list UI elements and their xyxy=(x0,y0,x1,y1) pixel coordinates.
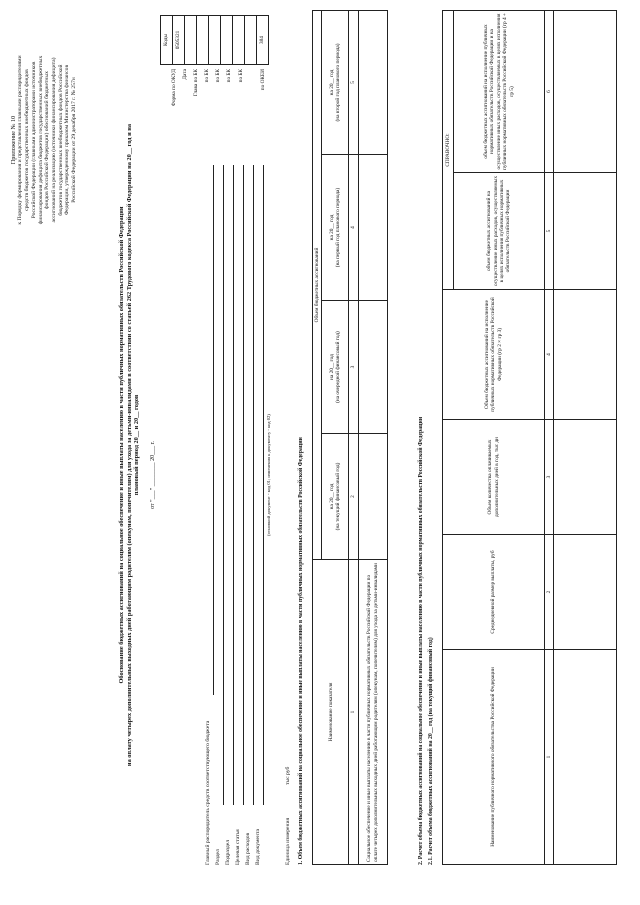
section2-title: 2. Расчет объема бюджетных ассигнований на социальное обеспечение и иные выплаты населению в части публичных нормативных обязательств Российской Федерации xyxy=(418,416,424,865)
okud-value: 0505321 xyxy=(173,16,185,65)
code-label: по БК xyxy=(215,69,222,83)
s2-num-5: 5 xyxy=(545,173,554,290)
appendix-lines xyxy=(17,15,77,265)
s2-num-1: 1 xyxy=(545,650,554,865)
s1-num-3: 3 xyxy=(349,301,358,434)
s1-year4: на 20__ год (на второй год планового периода) xyxy=(322,11,349,155)
appendix-block xyxy=(10,15,78,265)
s2-col-4: Объем бюджетных ассигнований на исполнение публичных нормативных обязательств Российской Федерации (гр 2 × гр 3) xyxy=(443,290,545,420)
info-field-label: Целевая статья xyxy=(235,829,241,865)
s2-num-3: 3 xyxy=(545,420,554,535)
info-field-label: Раздел xyxy=(215,849,221,865)
s1-num-4: 4 xyxy=(349,154,358,300)
appendix-line: бюджетов государственных внебюджетных фондов Российской xyxy=(57,64,64,216)
doc-type-note: (основной документ - код 01; изменения к документу - код 02) xyxy=(266,414,271,536)
s2-num-2: 2 xyxy=(545,535,554,650)
s2-col-3: Объем количества оплачиваемых дополнительных дней в год, тыс дн xyxy=(443,420,545,535)
code-label: по БК xyxy=(204,69,211,83)
appendix-line: Федерации, утвержденному приказом Министерства финансов xyxy=(64,64,71,216)
codes-table xyxy=(160,15,269,65)
form-date: от "___" ________ 20___ г. xyxy=(150,441,156,509)
form-title-line1: Обоснование бюджетных ассигнований на социальное обеспечение и иные выплаты населению в части публичных нормативных обязательств Российской Федерации xyxy=(118,206,125,684)
appendix-title: Приложение № 10 xyxy=(10,115,17,165)
s1-year1: на 20__ год (на текущий финансовый год) xyxy=(322,433,349,559)
code-label: Глава по БК xyxy=(193,69,200,97)
s2-num-4: 4 xyxy=(545,290,554,420)
section2-subtitle: 2.1. Расчет объема бюджетных ассигнований на 20__ год (на текущий финансовый год) xyxy=(428,637,434,865)
form-title xyxy=(118,5,141,885)
info-field-row xyxy=(215,165,225,865)
form-title-line2: на оплату четырех дополнительных выходных дней работающим родителям (опекунам, попечителям) для ухода за детьми-инвалидами в соответствии со статьей 262 Трудового кодекса Российской Федерации на 20__ год и на xyxy=(125,123,133,767)
info-field-underline xyxy=(263,165,264,805)
code-label: по БК xyxy=(237,69,244,83)
code-label: по ОКЕИ xyxy=(259,69,266,91)
section1-table xyxy=(312,10,388,865)
code-label: Дата xyxy=(182,69,189,80)
info-field-row xyxy=(255,165,265,865)
info-field-underline xyxy=(213,165,214,695)
s1-num-5: 5 xyxy=(349,11,358,155)
info-field-label: Вид расходов xyxy=(245,832,251,865)
appendix-line: ассигнований на реализацию (источники финансирования дефицита) xyxy=(50,57,57,223)
code-label: Форма по ОКУД xyxy=(171,69,177,107)
okei-value: 384 xyxy=(257,16,269,65)
appendix-line: Российской Федерации от 29 декабря 2017 г. № 257н xyxy=(71,77,78,203)
s1-group-header: Объем бюджетных ассигнований xyxy=(313,11,322,560)
info-field-label: Подраздел xyxy=(225,839,231,865)
s2-num-6: 6 xyxy=(545,11,554,173)
info-field-underline xyxy=(233,165,234,805)
info-fields xyxy=(205,165,265,865)
s2-col-1: Наименование публичного нормативного обязательства Российской Федерации xyxy=(443,650,545,865)
section2-table xyxy=(442,10,617,865)
s1-col-name: Наименование показателя xyxy=(313,560,349,865)
info-field-underline xyxy=(253,165,254,805)
s1-num-2: 2 xyxy=(349,433,358,559)
info-field-label: Главный распорядитель средств соответствующего бюджета xyxy=(205,720,211,865)
info-field-underline xyxy=(223,165,224,805)
s1-year2: на 20__ год (на очередной финансовый год) xyxy=(322,301,349,434)
info-field-row xyxy=(225,165,235,865)
info-field-row xyxy=(205,165,215,865)
appendix-line: Российской Федерации (главными администраторами источников xyxy=(30,61,37,219)
form-title-line3: плановый период 20__ и 20__ годов xyxy=(133,394,141,496)
s2-reference: СПРАВОЧНО: xyxy=(443,11,454,290)
appendix-line: к Порядку формирования и представления главными распорядителями xyxy=(17,55,24,225)
s1-row-text: Социальное обеспечение и иные выплаты населению в части публичных нормативных обязательств Российской Федерации по оплате четырех дополнительных выходных дней работающим родителям (опекунам, попечителям) для ухода за детьми-инвалидами xyxy=(358,560,387,865)
appendix-line: финансирования дефицита бюджетов государственных внебюджетных xyxy=(37,55,44,225)
info-field-label: Вид документа xyxy=(255,829,261,865)
info-field-row xyxy=(235,165,245,865)
s1-num-1: 1 xyxy=(349,560,358,865)
code-label: по БК xyxy=(226,69,233,83)
s2-col-6: объем бюджетных ассигнований на исполнение публичных нормативных обязательств Российской Федерации и на осуществление иных расходов, осуществляемых в целях исполнения публичных нормативных обязательств Российской Федерации (гр 4 + гр 5) xyxy=(454,11,545,173)
s2-col-5: объем бюджетных ассигнований на осуществление иных расходов, осуществляемых в целях исполнения публичных нормативных обязательств Российской Федерации xyxy=(454,173,545,290)
appendix-line: средств бюджетов государственных внебюджетных фондов xyxy=(24,69,31,211)
section1-title: 1. Объем бюджетных ассигнований на социальное обеспечение и иные выплаты населению в части публичных нормативных обязательств Российской Федерации xyxy=(298,437,304,865)
unit-value: тыс руб xyxy=(285,766,291,785)
unit-label: Единица измерения xyxy=(285,817,291,865)
codes-labels xyxy=(171,69,271,145)
codes-header: Коды xyxy=(161,16,173,65)
s2-col-2: Среднедневной размер выплаты, руб xyxy=(443,535,545,650)
appendix-line: фондов Российской Федерации) обоснований бюджетных xyxy=(44,71,51,209)
code-label xyxy=(249,69,260,145)
info-field-underline xyxy=(243,165,244,805)
s1-year3: на 20__ год (на первый год планового периода) xyxy=(322,154,349,300)
info-field-row xyxy=(245,165,255,865)
